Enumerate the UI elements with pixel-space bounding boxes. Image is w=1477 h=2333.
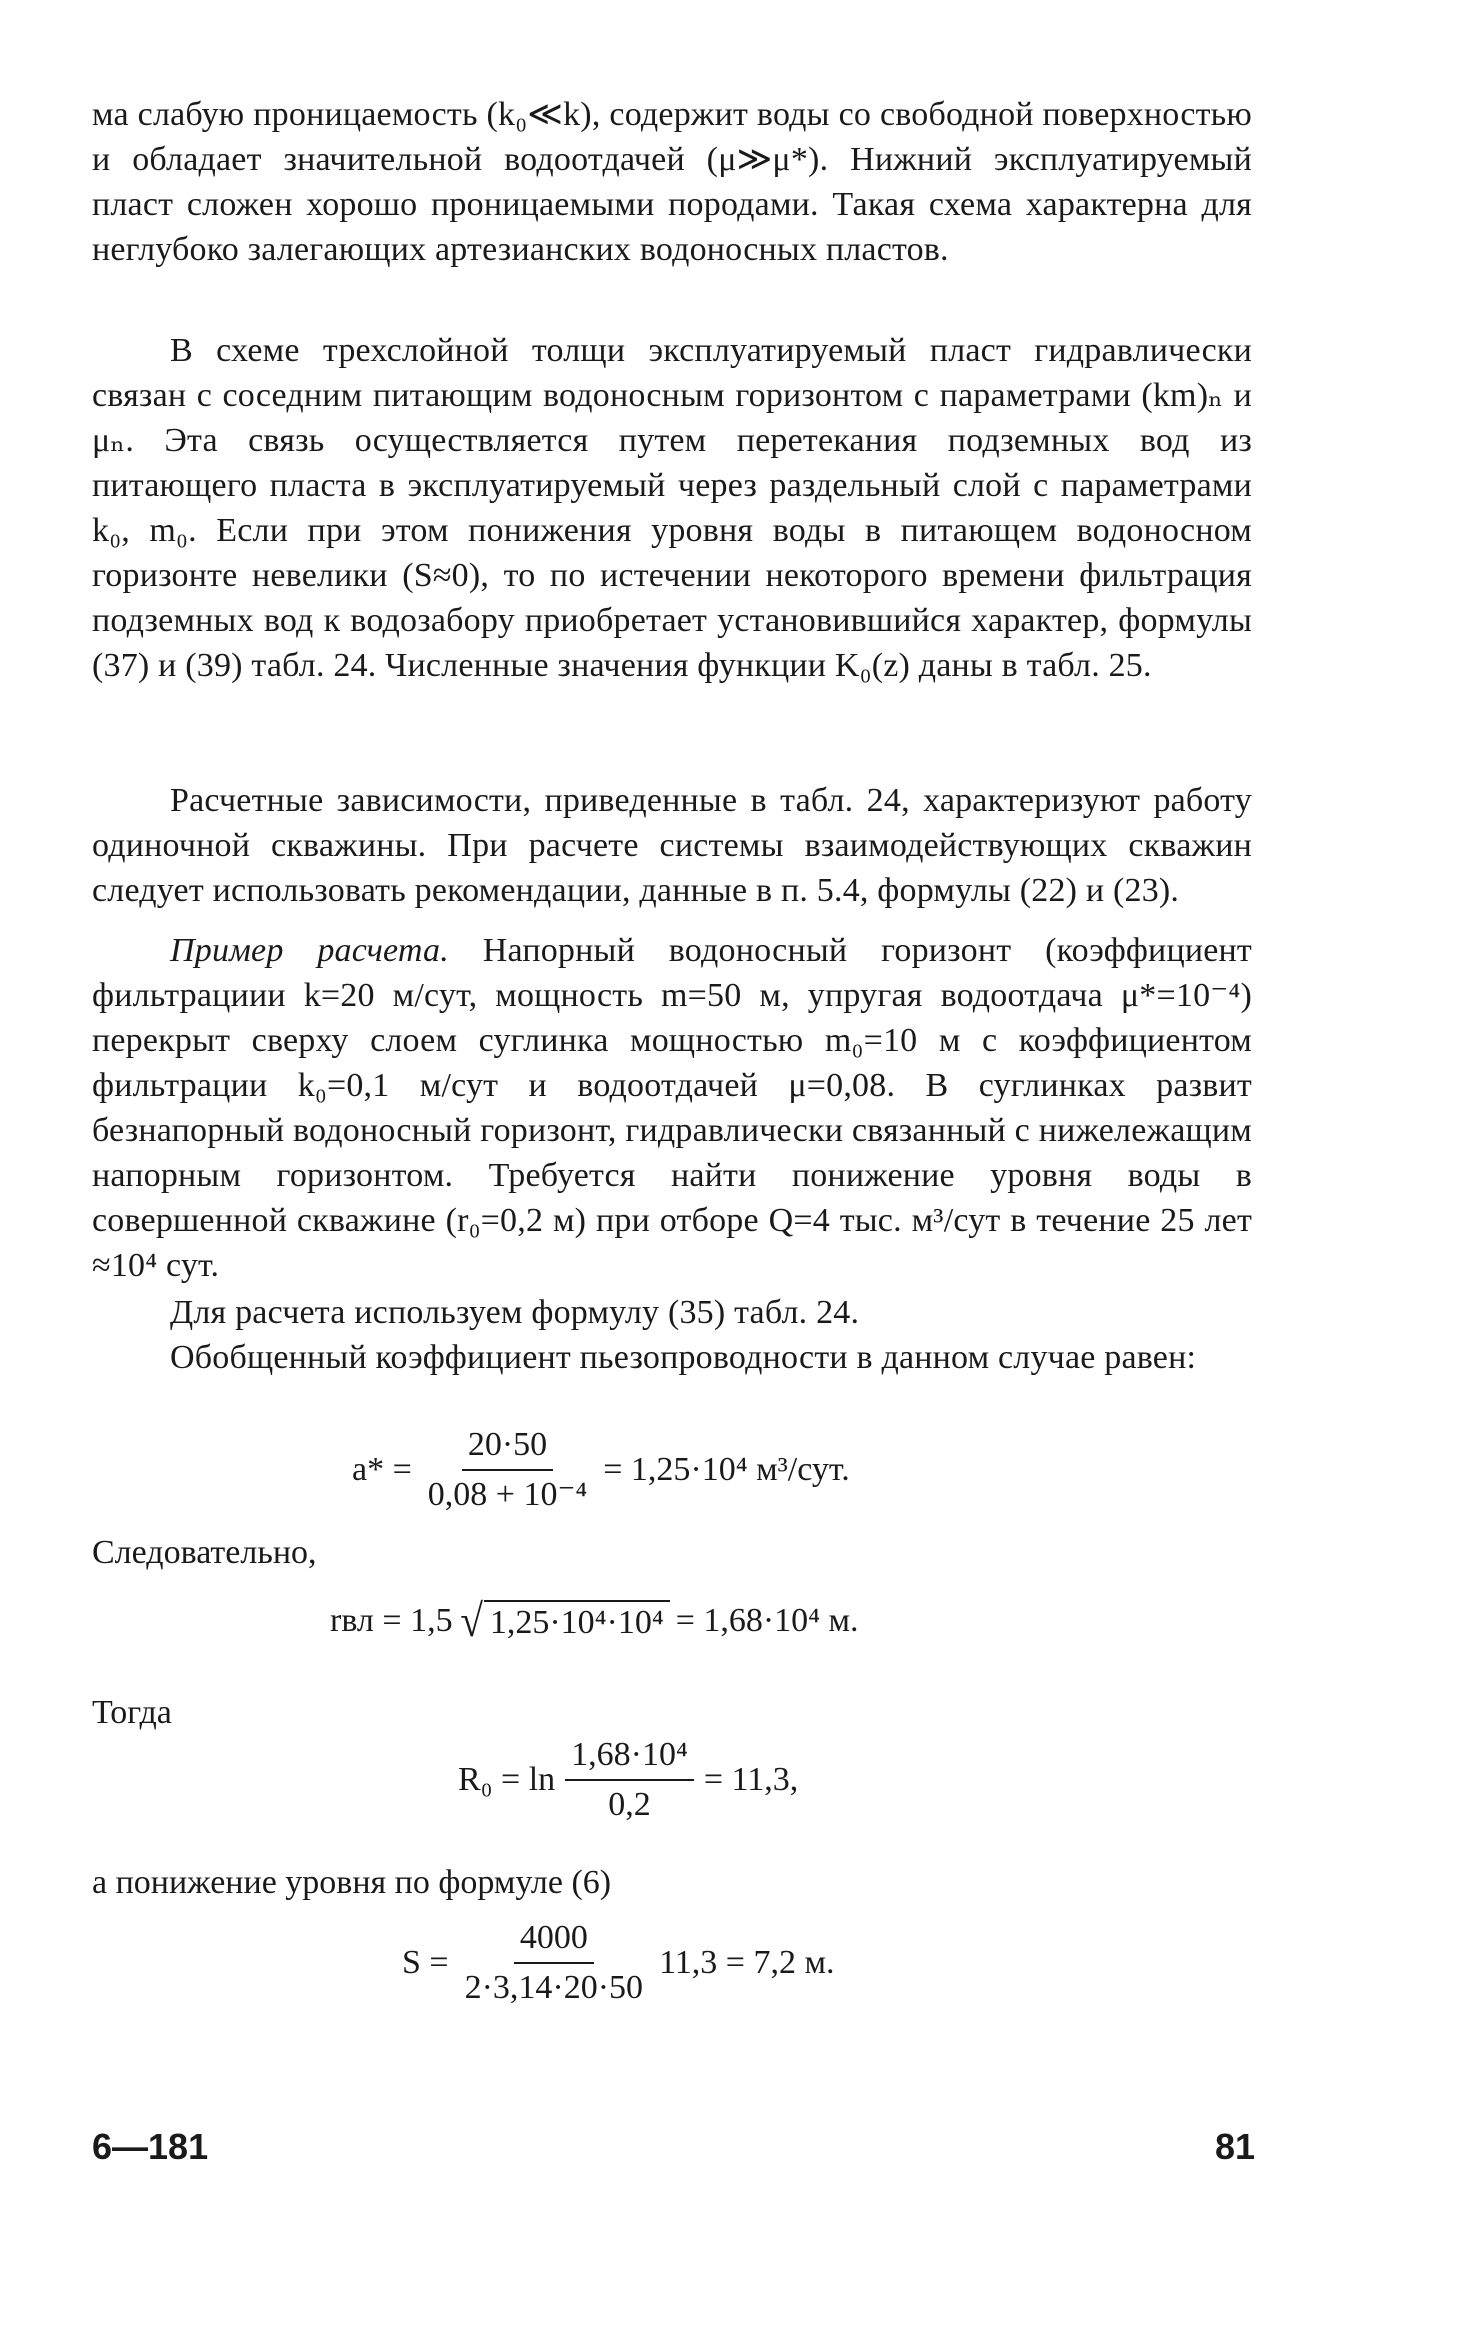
formula-2-radicand: 1,25·10⁴·10⁴ [484, 1600, 670, 1644]
formula-3-lhs: R₀ = ln [458, 1761, 556, 1798]
formula-4-lhs: S = [402, 1944, 449, 1981]
paragraph-example [92, 928, 1252, 1288]
paragraph-6: Обобщенный коэффициент пьезопроводности в данном случае равен: [170, 1339, 1197, 1376]
formula-3-numerator: 1,68·10⁴ [565, 1735, 694, 1781]
paragraph-3: Расчетные зависимости, приведенные в табл. 24, характеризуют работу одиночной скважины. При расчете системы взаимодействующих скважин следует использовать рекомендации, данные в п. 5.4, формулы (22) и (23). [92, 782, 1252, 909]
paragraph-5: Для расчета используем формулу (35) табл. 24. [170, 1294, 860, 1331]
formula-3-denominator: 0,2 [608, 1786, 651, 1823]
formula-4-rhs: 11,3 = 7,2 м. [659, 1944, 835, 1981]
formula-3-fraction [565, 1735, 694, 1825]
label-then: Тогда [92, 1694, 172, 1731]
formula-radius [330, 1595, 859, 1646]
formula-1-rhs: = 1,25·10⁴ м³/сут. [603, 1451, 850, 1488]
example-text: Напорный водоносный горизонт (коэффициент фильтрациии k=20 м/сут, мощность m=50 м, упругая водоотдача μ*=10⁻⁴) перекрыт сверху слоем суглинка мощностью m₀=10 м с коэффициентом фильтрации k₀=0,1 м/сут и водоотдачей μ=0,08. В суглинках развит безнапорный водоносный горизонт, гидравлически связанный с нижележащим напорным горизонтом. Требуется найти понижение уровня воды в совершенной скважине (r₀=0,2 м) при отборе Q=4 тыс. м³/сут в течение 25 лет ≈10⁴ сут. [92, 932, 1252, 1284]
formula-2-rhs: = 1,68·10⁴ м. [675, 1602, 859, 1639]
formula-4-numerator: 4000 [514, 1918, 594, 1964]
formula-drawdown [402, 1918, 835, 2008]
page-number: 81 [1215, 2126, 1256, 2167]
radical-sign-icon: √ [459, 1595, 483, 1646]
formula-4-fraction [459, 1918, 649, 2008]
paragraph-2: В схеме трехслойной толщи эксплуатируемый пласт гидравлически связан с соседним питающим водоносным горизонтом с параметрами (km)ₙ и μₙ. Эта связь осуществляется путем перетекания подземных вод из питающего пласта в эксплуатируемый через раздельный слой с параметрами k₀, m₀. Если при этом понижения уровня воды в питающем водоносном горизонте невелики (S≈0), то по истечении некоторого времени фильтрация подземных вод к водозабору приобретает установившийся характер, формулы (37) и (39) табл. 24. Численные значения функции K₀(z) даны в табл. 25. [92, 332, 1252, 684]
printer-signature: 6—181 [92, 2126, 209, 2167]
label-consequently: Следовательно, [92, 1534, 317, 1571]
formula-2-lhs: rвл = 1,5 [330, 1602, 453, 1639]
formula-1-fraction [422, 1425, 593, 1515]
sqrt-symbol [459, 1595, 670, 1646]
formula-1-lhs: a* = [352, 1451, 412, 1488]
example-heading: Пример расчета. [170, 932, 449, 969]
label-drawdown: а понижение уровня по формуле (6) [92, 1864, 612, 1901]
formula-diffusivity [352, 1425, 850, 1515]
paragraph-1: ма слабую проницаемость (k₀≪k), содержит воды со свободной поверхностью и обладает значительной водоотдачей (μ≫μ*). Нижний эксплуатируемый пласт сложен хорошо проницаемыми породами. Такая схема характерна для неглубоко залегающих артезианских водоносных пластов. [92, 96, 1252, 268]
formula-3-rhs: = 11,3, [703, 1761, 799, 1798]
formula-4-denominator: 2·3,14·20·50 [464, 1969, 644, 2006]
formula-1-denominator: 0,08 + 10⁻⁴ [427, 1476, 588, 1513]
formula-resistance [458, 1735, 798, 1825]
formula-1-numerator: 20·50 [462, 1425, 553, 1471]
